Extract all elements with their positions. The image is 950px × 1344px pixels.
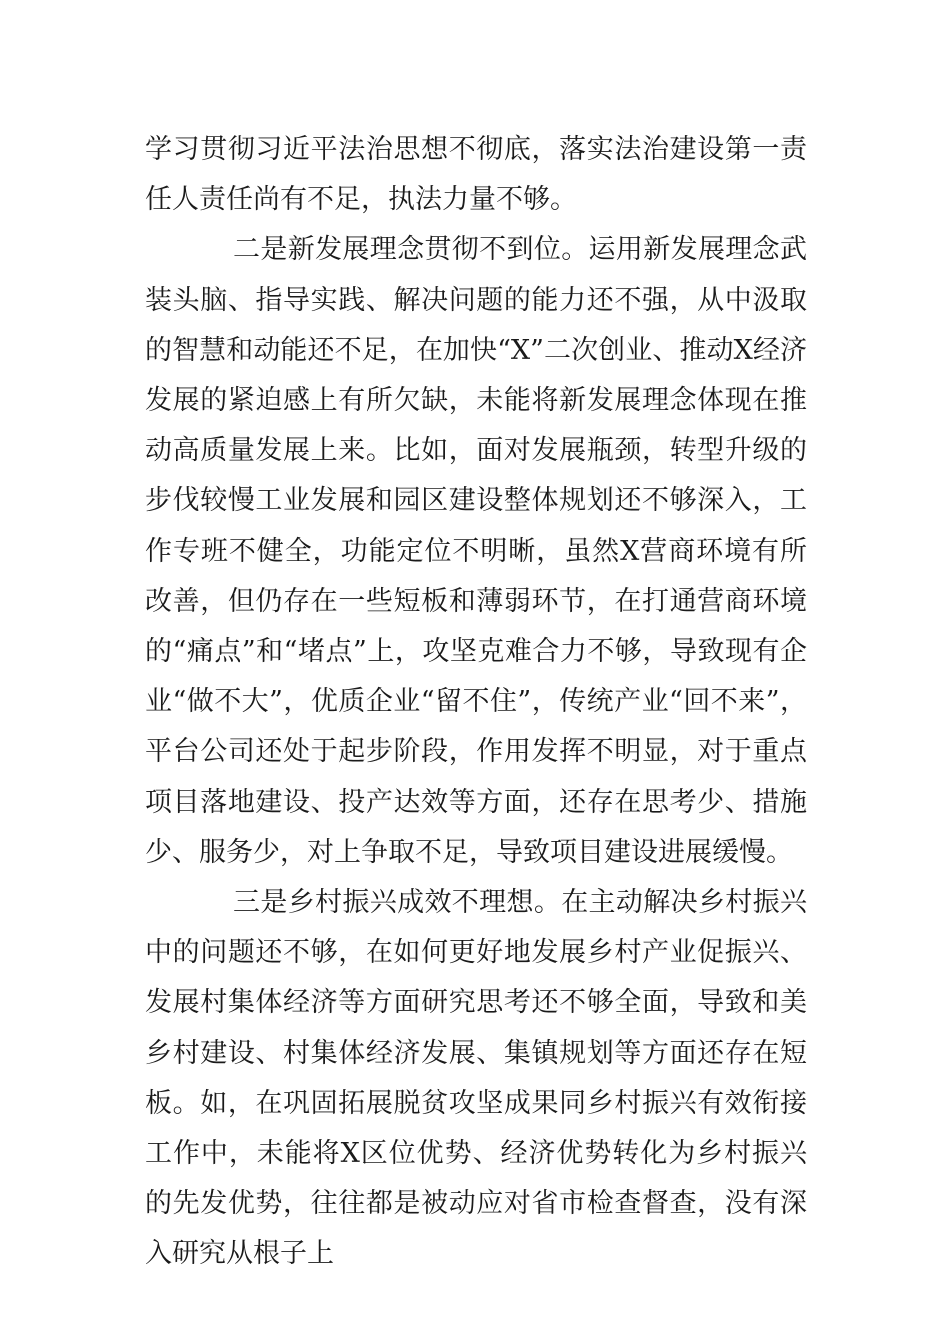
document-body xyxy=(145,125,807,1280)
paragraph-rural-revitalization: 三是乡村振兴成效不理想。在主动解决乡村振兴中的问题还不够，在如何更好地发展乡村产业促振兴、发展村集体经济等方面研究思考还不够全面，导致和美乡村建设、村集体经济发展、集镇规划等方面还存在短板。如，在巩固拓展脱贫攻坚成果同乡村振兴有效衔接工作中，未能将X区位优势、经济优势转化为乡村振兴的先发优势，往往都是被动应对省市检查督查，没有深入研究从根子上 xyxy=(145,887,807,1270)
paragraph-new-development: 二是新发展理念贯彻不到位。运用新发展理念武装头脑、指导实践、解决问题的能力还不强，从中汲取的智慧和动能还不足，在加快“X”二次创业、推动X经济发展的紧迫感上有所欠缺，未能将新发展理念体现在推动高质量发展上来。比如，面对发展瓶颈，转型升级的步伐较慢工业发展和园区建设整体规划还不够深入，工作专班不健全，功能定位不明晰，虽然X营商环境有所改善，但仍存在一些短板和薄弱环节，在打通营商环境的“痛点”和“堵点”上，攻坚克难合力不够，导致现有企业“做不大”，优质企业“留不住”，传统产业“回不来”，平台公司还处于起步阶段，作用发挥不明显，对于重点项目落地建设、投产达效等方面，还存在思考少、措施少、服务少，对上争取不足，导致项目建设进展缓慢。 xyxy=(145,234,807,868)
paragraph-continuation: 学习贯彻习近平法治思想不彻底，落实法治建设第一责任人责任尚有不足，执法力量不够。 xyxy=(145,134,807,216)
